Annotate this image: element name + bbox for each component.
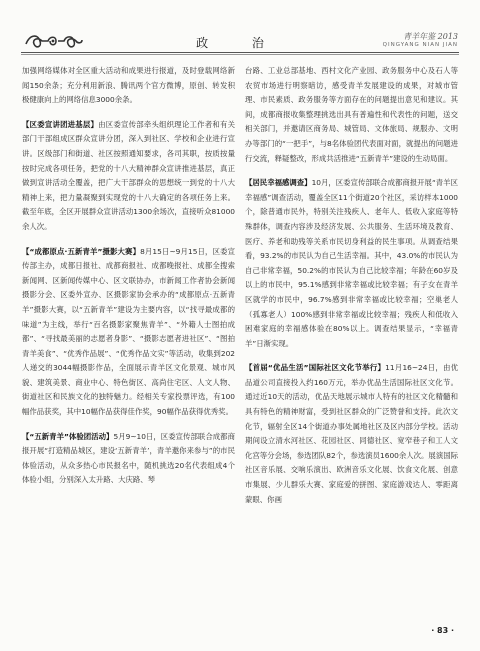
article-block [245, 64, 458, 166]
article-text: 加强网络媒体对全区重大活动和成果进行报道，及时登载网络新闻150余条；充分利用新浪、腾讯两个官方微博，原创、转发积极健康向上的网络信息3000余条。 [22, 66, 235, 105]
right-column [245, 64, 458, 507]
article-heading: 【区委宣讲团进基层】 [22, 119, 99, 129]
header-rule [21, 52, 459, 53]
article-text: 台路、工业总部基地、西村文化产业园、政务服务中心及石人等农贸市场进行明察暗访，感受青羊发展建设的成果，对城市管理、市民素质、政务服务等方面存在的问题提出意见和建议。其间，成都商报收集整理挑选出具有普遍性和代表性的问题，送交相关部门，并邀请区商务局、城管局、文体旅局、规服办、文明办等部门的“一把手”，与8名体验团代表面对面，就提出的问题进行交流，释疑整改，形成共活推进“五新青羊”建设的生动局面。 [245, 66, 458, 163]
article-heading: 【“成都原点·五新青羊”摄影大赛】 [22, 246, 141, 256]
page-header [0, 0, 480, 60]
article-block [22, 118, 235, 235]
header-rule-thin [21, 54, 459, 55]
article-heading: 【居民幸福感调查】 [245, 178, 312, 188]
article-block [22, 245, 235, 420]
article-text: 5月9~10日，区委宣传部联合成都商报开展“打造精品城区，建设‘五新青羊’，青羊邀你来参与”的市民体验活动，从众多热心市民报名中，随机挑选20名代表组成4个体验小组，分别深入太升路、大庆路、琴 [22, 431, 235, 485]
article-block [22, 64, 235, 108]
yearbook-name: 青羊年鉴 2013 [403, 32, 458, 41]
article-heading: 【首届“优品生活”国际社区文化节举行】 [245, 363, 386, 373]
article-block [245, 361, 458, 507]
page-number: · 83 · [431, 626, 454, 635]
article-text: 由区委宣传部牵头组织理论工作者和有关部门干部组成区群众宣讲分团，深入到社区、学校和企业进行宣讲。区级部门和街道、社区按照通知要求，各司其职，按质按量按时完成各项任务，把党的十八大精神群众宣讲推进基层，真正做到宣讲活动全覆盖，把广大干部群众的思想统一到党的十八大精神上来，把力量凝聚到实现党的十八大确定的各项任务上来。截至年底，全区开展群众宣讲活动1300余场次，直接听众81000余人次。 [22, 119, 235, 231]
section-title: 政 治 [196, 36, 284, 50]
article-text: 8月15日~9月15日，区委宣传部主办，成都日报社、成都商报社、成都晚报社、成都全搜索新闻网、区新闻传媒中心、区文联协办，市新闻工作者协会新闻摄影分会、区委外宣办、区摄影家协会承办的“成都原点·五新青羊”摄影大赛，以“五新青羊”建设为主要内容，以“找寻最成都的味道”为主线，举行“百名摄影家聚焦青羊”、“外籍人士图拍成都”、“寻找最美丽的志愿者身影”、“摄影志愿者进社区”、“图拍青羊美食”、“优秀作品展”、“优秀作品文实”等活动，收集到202人递交的3044幅摄影作品，全面展示青羊区文化景观、城市风貌、建筑美景、商业中心、特色街区、高尚住宅区、人文人物、街道社区和民族文化的独特魅力。经相关专家投票评选，有100幅作品获奖，其中10幅作品获得佳作奖，90幅作品获得优秀奖。 [22, 246, 235, 417]
left-column [22, 64, 235, 488]
article-block [22, 430, 235, 488]
article-text: 10月，区委宣传部联合成都商报开展“青羊区幸福感”调查活动，覆盖全区11个街道20个社区，采访样本1000个，除普通市民外，特别关注残疾人、老年人、低收入家庭等特殊群体，调查内容涉及经济发展、公共服务、生活环境及教育、医疗、养老和助残等关系市民切身利益的民生事项。从调查结果看，93.2%的市民认为自己生活幸福。其中，43.0%的市民认为自己非常幸福，50.2%的市民认为自己比较幸福；年龄在60岁及以上的市民中，95.1%感到非常幸福或比较幸福；有子女在青羊区就学的市民中，96.7%感到非常幸福或比较幸福；空巢老人（孤寡老人）100%感到非常幸福或比较幸福；残疾人和低收入困难家庭的幸福感体验在80%以上。调查结果显示，“幸福青羊”日渐实现。 [245, 178, 458, 348]
article-text: 11月16~24日，由优品道公司直接投入约160万元，举办优品生活国际社区文化节。通过近10天的活动，优品天地展示城市人特有的社区文化精髓和具有特色的精神财富，受到社区群众的广泛赞誉和支持。此次文化节，辐射全区14个街道办事处属地社区及区内部分学校。活动期间设立清水河社区、花园社区、同德社区、宽窄巷子和工人文化宫等分会场，参选团队82个，参选演员1600余人次。展演国际社区音乐展、交响乐演出、欧洲音乐文化展、饮食文化展、创意市集展、少儿群乐大赛、家庭爱的拼图、家庭游戏达人、零距离蒙眼、你画 [245, 363, 459, 504]
article-heading: 【“五新青羊”体验团活动】 [22, 431, 114, 441]
article-block [245, 176, 458, 351]
yearbook-name-en: QINGYANG NIAN JIAN [382, 42, 458, 48]
